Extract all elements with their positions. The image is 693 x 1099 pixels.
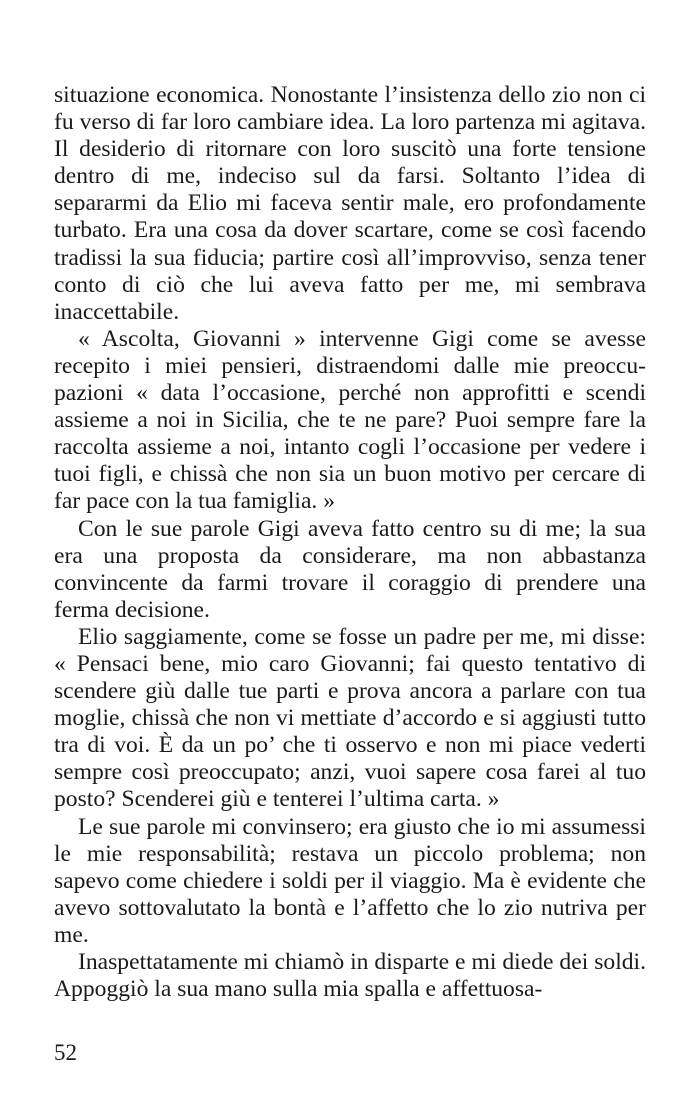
page-body xyxy=(54,82,646,1003)
paragraph-3: Con le sue parole Gigi aveva fatto centro su di me; la sua era una proposta da considerare, ma non abbastanza convincente da farmi trovare il coraggio di prendere una ferma decisione. xyxy=(54,515,646,623)
paragraph-1: situazione economica. Nonostante l’insistenza dello zio non ci fu verso di far loro cambiare idea. La loro partenza mi agitava. Il desiderio di ritornare con loro suscitò una forte tensione dentro di me, indeciso sul da farsi. Soltanto l’idea di separarmi da Elio mi faceva sentir male, ero profondamente turbato. Era una cosa da dover scartare, come se così facendo tradissi la sua fiducia; partire così all’improvviso, senza tener conto di ciò che lui aveva fatto per me, mi sembrava inaccettabile. xyxy=(54,82,646,325)
paragraph-4: Elio saggiamente, come se fosse un padre per me, mi disse: « Pensaci bene, mio caro Giovanni; fai questo tentativo di scendere giù dalle tue parti e prova ancora a parlare con tua moglie, chissà che non vi mettiate d’accordo e si aggiusti tutto tra di voi. È da un po’ che ti osservo e non mi piace vederti sempre così preoccupato; anzi, vuoi sapere cosa farei al tuo posto? Scenderei giù e tenterei l’ultima carta. » xyxy=(54,623,646,813)
paragraph-2: « Ascolta, Giovanni » intervenne Gigi come se avesse recepito i miei pensieri, distraendomi dalle mie preoccupazioni « data l’occasione, perché non approfitti e scendi assieme a noi in Sicilia, che te ne pare? Puoi sempre fare la raccolta assieme a noi, intanto cogli l’occasione per vedere i tuoi figli, e chissà che non sia un buon motivo per cercare di far pace con la tua famiglia. » xyxy=(54,325,646,515)
page-number: 52 xyxy=(54,1040,77,1065)
paragraph-6: Inaspettatamente mi chiamò in disparte e mi diede dei soldi. Appoggiò la sua mano sulla mia spalla e affettuosa- xyxy=(54,949,646,1003)
paragraph-5: Le sue parole mi convinsero; era giusto che io mi assumessi le mie responsabilità; restava un piccolo problema; non sapevo come chiedere i soldi per il viaggio. Ma è evidente che avevo sottovalutato la bontà e l’affetto che lo zio nutriva per me. xyxy=(54,813,646,948)
